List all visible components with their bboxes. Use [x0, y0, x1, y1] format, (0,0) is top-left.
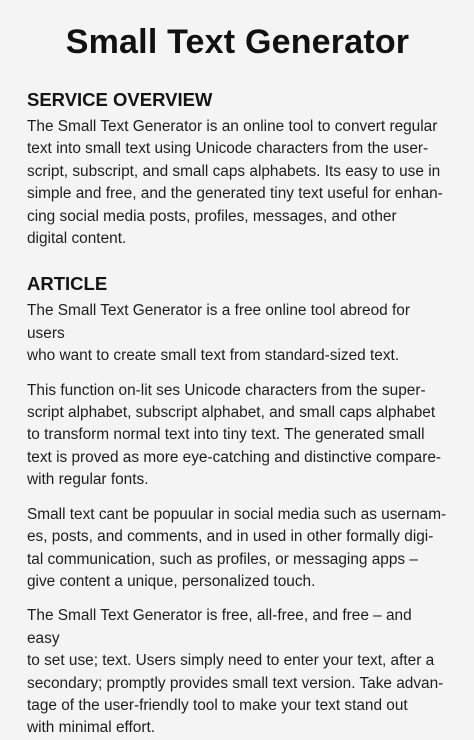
article-paragraph-2: This function on-lit ses Unicode characters from the super- script alphabet, subscript alphabet, and small caps alphabet to transform normal text into tiny text. The generated small text is proved as more eye-catching and distinctive compare- with regular fonts. [27, 381, 442, 489]
page-title: Small Text Generator [65, 23, 410, 61]
article-paragraph-4: The Small Text Generator is free, all-free, and free – and easy to set use; text. Users simply need to enter your text, after a secondary; promptly provides small text version. Take advan- tage of the user-friendly tool to make your text stand out with minimal effort. [27, 607, 444, 737]
service-overview-section [27, 88, 448, 250]
article-section [27, 272, 448, 739]
article-paragraph-3: Small text cant be popuular in social media such as usernam- es, posts, and comments, and in used in other formally digi- tal communication, such as profiles, or messaging apps – give content a unique, personalized touch. [27, 505, 447, 590]
article-paragraph-1: The Small Text Generator is a free online tool abreod for users who want to create small text from standard-sized text. [27, 302, 410, 365]
article-heading: ARTICLE [27, 273, 108, 295]
service-overview-heading: SERVICE OVERVIEW [27, 89, 213, 110]
service-overview-paragraph: The Small Text Generator is an online tool to convert regular text into small text using Unicode characters from the user- script, subscript, and small caps alphabets. Its easy to use in simple and free, and the generated tiny text useful for enhan- cing social media posts, profiles, messages, and other digital content. [27, 118, 443, 248]
